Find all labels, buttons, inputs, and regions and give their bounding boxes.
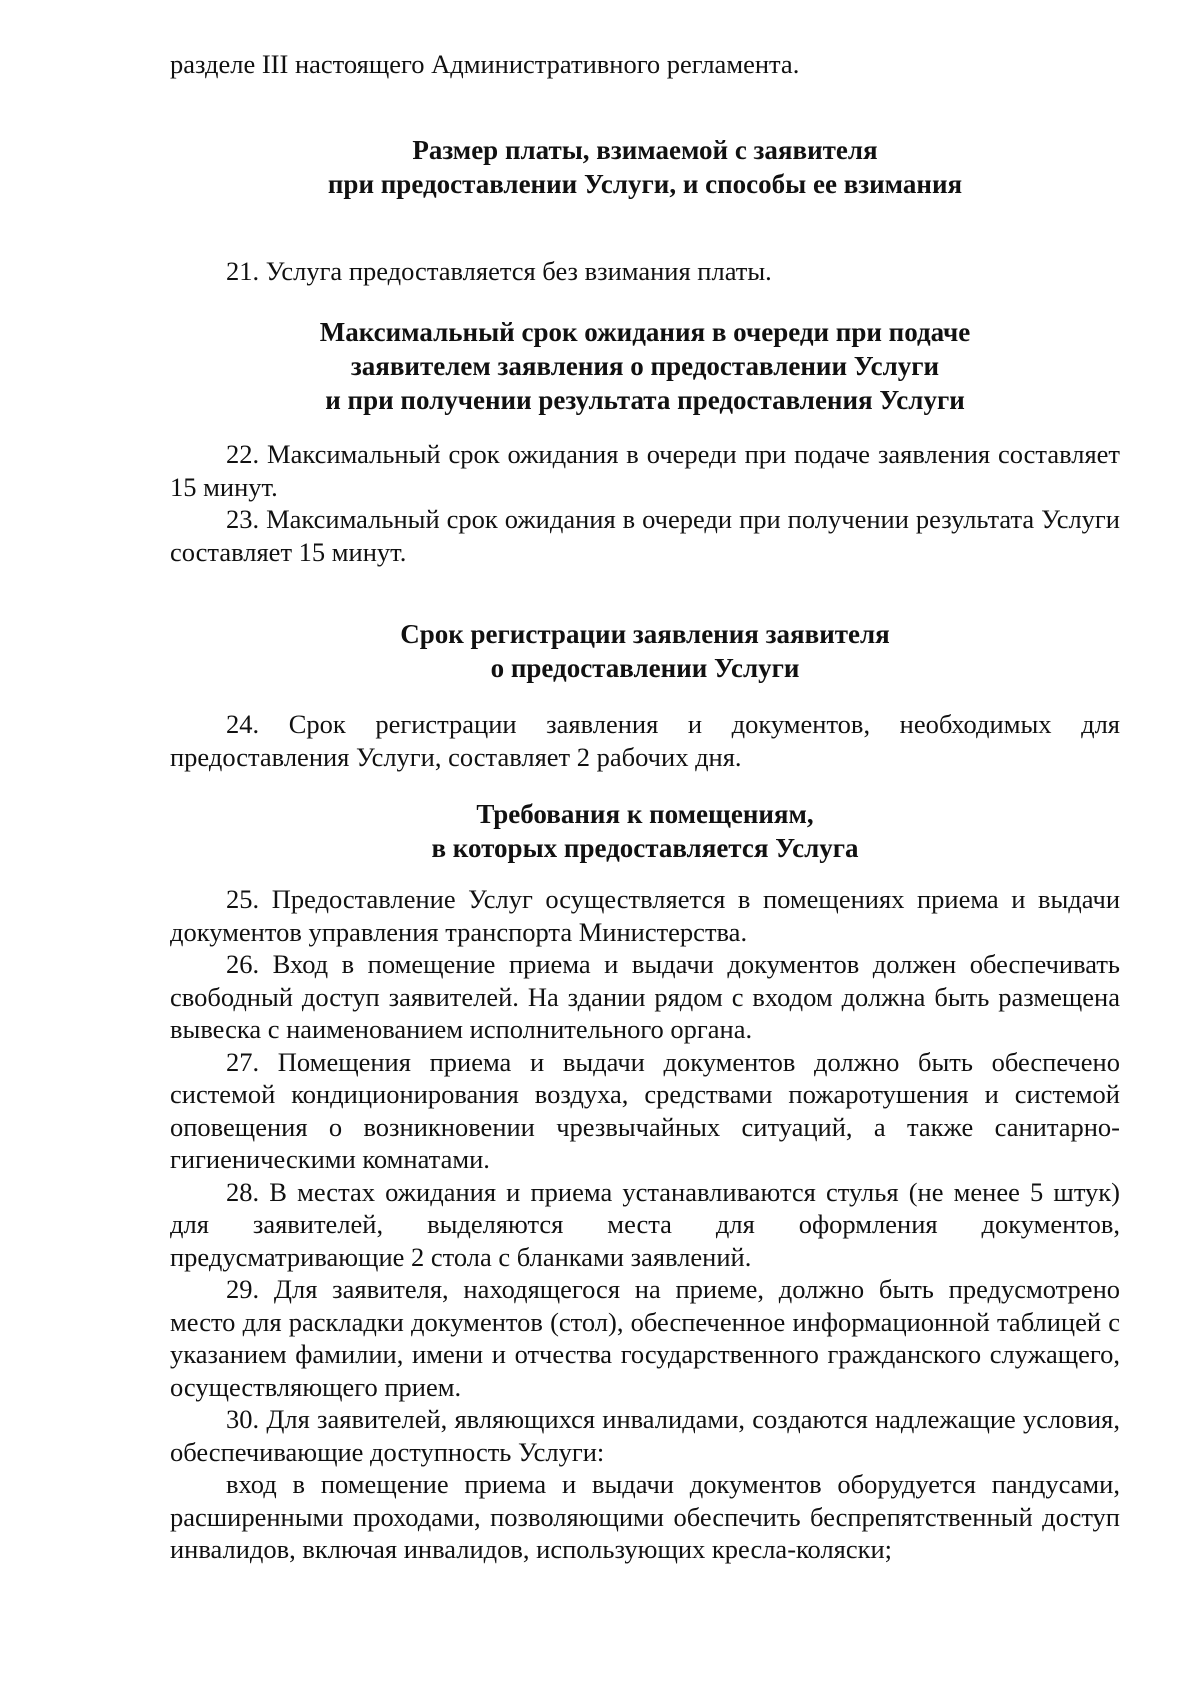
paragraph-30: 30. Для заявителей, являющихся инвалидами, создаются надлежащие условия, обеспечивающие доступность Услуги: <box>170 1404 1120 1467</box>
heading-line: при предоставлении Услуги, и способы ее взимания <box>327 169 963 199</box>
section-heading-premises <box>170 797 1120 865</box>
paragraph-26: 26. Вход в помещение приема и выдачи документов должен обеспечивать свободный доступ заявителей. На здании рядом с входом должна быть размещена вывеска с наименованием исполнительного органа. <box>170 949 1120 1044</box>
paragraph-22: 22. Максимальный срок ожидания в очереди при подаче заявления составляет 15 минут. <box>170 439 1120 502</box>
heading-line: Максимальный срок ожидания в очереди при подаче <box>319 317 971 347</box>
paragraph-21: 21. Услуга предоставляется без взимания платы. <box>226 256 772 286</box>
heading-line: о предоставлении Услуги <box>490 653 800 683</box>
heading-line: Срок регистрации заявления заявителя <box>400 619 890 649</box>
paragraph-25: 25. Предоставление Услуг осуществляется в помещениях приема и выдачи документов управления транспорта Министерства. <box>170 884 1120 947</box>
paragraph-30-item: вход в помещение приема и выдачи документов оборудуется пандусами, расширенными проходами, позволяющими обеспечить беспрепятственный доступ инвалидов, включая инвалидов, использующих кресла-коляски; <box>170 1469 1120 1564</box>
intro-line: разделе III настоящего Административного регламента. <box>170 49 800 79</box>
section-heading-registration <box>170 617 1120 685</box>
paragraph-28: 28. В местах ожидания и приема устанавливаются стулья (не менее 5 штук) для заявителей, выделяются места для оформления документов, предусматривающие 2 стола с бланками заявлений. <box>170 1176 1120 1272</box>
heading-line: Размер платы, взимаемой с заявителя <box>412 135 878 165</box>
section-body-registration <box>170 708 1120 773</box>
heading-line: и при получении результата предоставления Услуги <box>325 385 965 415</box>
paragraph-27: 27. Помещения приема и выдачи документов должно быть обеспечено системой кондиционирования воздуха, средствами пожаротушения и системой оповещения о возникновении чрезвычайных ситуаций, а также санитарно-гигиеническими комнатами. <box>170 1046 1120 1174</box>
paragraph-24: 24. Срок регистрации заявления и документов, необходимых для предоставления Услуги, составляет 2 рабочих дня. <box>170 709 1120 772</box>
paragraph-23: 23. Максимальный срок ожидания в очереди при получении результата Услуги составляет 15 минут. <box>170 504 1120 567</box>
section-body-payment <box>170 255 1120 288</box>
heading-line: Требования к помещениям, <box>476 799 814 829</box>
heading-line: заявителем заявления о предоставлении Услуги <box>350 351 940 381</box>
section-body-queue-time <box>170 438 1120 568</box>
section-heading-queue-time <box>170 315 1120 417</box>
paragraph-29: 29. Для заявителя, находящегося на приеме, должно быть предусмотрено место для раскладки документов (стол), обеспеченное информационной таблицей с указанием фамилии, имени и отчества государственного гражданского служащего, осуществляющего прием. <box>170 1274 1120 1402</box>
section-body-premises <box>170 883 1120 1566</box>
intro-line-block <box>170 48 1120 81</box>
section-heading-payment <box>170 133 1120 201</box>
heading-line: в которых предоставляется Услуга <box>431 833 859 863</box>
